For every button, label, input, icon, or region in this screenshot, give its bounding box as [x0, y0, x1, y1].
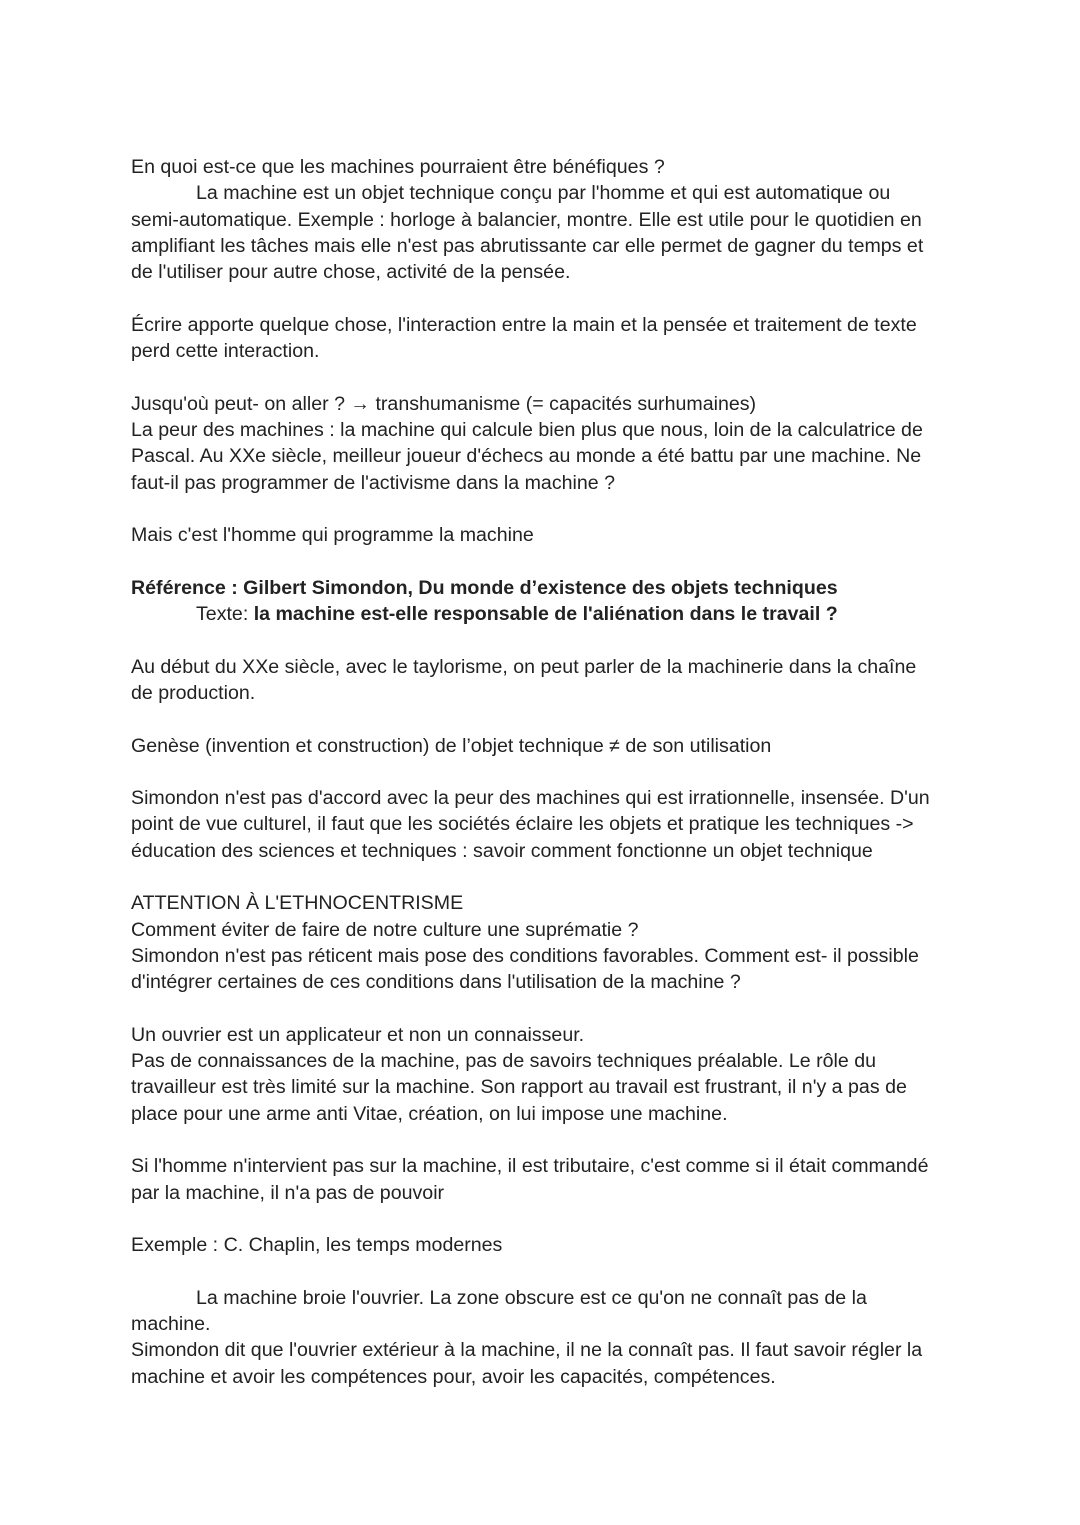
text-line: machine et avoir les compétences pour, avoir les capacités, compétences. [131, 1365, 776, 1388]
text-line: Simondon dit que l'ouvrier extérieur à la machine, il ne la connaît pas. Il faut savoir régler la [131, 1339, 923, 1362]
text-line: par la machine, il n'a pas de pouvoir [131, 1181, 445, 1204]
text-line: d'intégrer certaines de ces conditions dans l'utilisation de la machine ? [131, 971, 741, 994]
paragraph-intro [131, 154, 951, 285]
paragraph-ecrire [131, 312, 951, 365]
document-body [131, 154, 951, 1416]
text-line: La peur des machines : la machine qui calcule bien plus que nous, loin de la calculatrice de [131, 418, 923, 441]
reference-heading: Référence : Gilbert Simondon, Du monde d’existence des objets techniques [131, 576, 838, 599]
text-line: Genèse (invention et construction) de l’objet technique ≠ de son utilisation [131, 734, 772, 757]
text-line: Simondon n'est pas d'accord avec la peur des machines qui est irrationnelle, insensée. D'un [131, 787, 930, 810]
paragraph-ethnocentrisme [131, 890, 951, 995]
question-line: Jusqu'où peut- on aller ? → transhumanisme (= capacités surhumaines) [131, 392, 757, 415]
text-line: Écrire apporte quelque chose, l'interaction entre la main et la pensée et traitement de texte [131, 313, 917, 336]
paragraph-programme [131, 522, 951, 548]
text-line: Au début du XXe siècle, avec le taylorisme, on peut parler de la machinerie dans la chaîne [131, 655, 917, 678]
text-line: travailleur est très limité sur la machine. Son rapport au travail est frustrant, il n'y a pas de [131, 1076, 907, 1099]
text-line: amplifiant les tâches mais elle n'est pas abrutissante car elle permet de gagner du temps et [131, 234, 924, 257]
text-line: de production. [131, 681, 256, 704]
text-line: Si l'homme n'intervient pas sur la machine, il est tributaire, c'est comme si il était commandé [131, 1155, 929, 1178]
paragraph-ouvrier [131, 1022, 951, 1127]
text-line: Exemple : C. Chaplin, les temps modernes [131, 1234, 503, 1257]
text-line: place pour une arme anti Vitae, création, on lui impose une machine. [131, 1102, 728, 1125]
paragraph-tributaire [131, 1153, 951, 1206]
paragraph-genese [131, 733, 951, 759]
text-line: Pas de connaissances de la machine, pas de savoirs techniques préalable. Le rôle du [131, 1050, 877, 1073]
text-line: éducation des sciences et techniques : savoir comment fonctionne un objet technique [131, 839, 873, 862]
text-line: de l'utiliser pour autre chose, activité de la pensée. [131, 261, 571, 284]
text-line: semi-automatique. Exemple : horloge à balancier, montre. Elle est utile pour le quotidien en [131, 208, 922, 231]
paragraph-chaplin [131, 1232, 951, 1258]
texte-label: Texte: [196, 603, 254, 626]
text-line: Un ouvrier est un applicateur et non un connaisseur. [131, 1023, 585, 1046]
text-line: Mais c'est l'homme qui programme la machine [131, 524, 534, 547]
texte-title: la machine est-elle responsable de l'aliénation dans le travail ? [253, 603, 838, 626]
text-line: machine. [131, 1313, 211, 1336]
text-line: Simondon n'est pas réticent mais pose des conditions favorables. Comment est- il possible [131, 944, 919, 967]
paragraph-taylorisme [131, 654, 951, 707]
paragraph-broie [131, 1285, 951, 1390]
text-line: faut-il pas programmer de l'activisme dans la machine ? [131, 471, 615, 494]
text-line: La machine broie l'ouvrier. La zone obscure est ce qu'on ne connaît pas de la [196, 1286, 867, 1309]
text-line: La machine est un objet technique conçu par l'homme et qui est automatique ou [196, 182, 891, 205]
paragraph-simondon-peur [131, 785, 951, 864]
paragraph-reference [131, 575, 951, 628]
texte-line [131, 601, 951, 627]
question-line: Comment éviter de faire de notre culture une suprématie ? [131, 918, 639, 941]
paragraph-transhumanisme [131, 391, 951, 496]
text-line: Pascal. Au XXe siècle, meilleur joueur d'échecs au monde a été battu par une machine. Ne [131, 445, 922, 468]
text-line: point de vue culturel, il faut que les sociétés éclaire les objets et pratique les techniques -> [131, 813, 914, 836]
section-heading: ATTENTION À L'ETHNOCENTRISME [131, 892, 464, 915]
question-line: En quoi est-ce que les machines pourraient être bénéfiques ? [131, 156, 665, 178]
text-line: perd cette interaction. [131, 340, 320, 363]
